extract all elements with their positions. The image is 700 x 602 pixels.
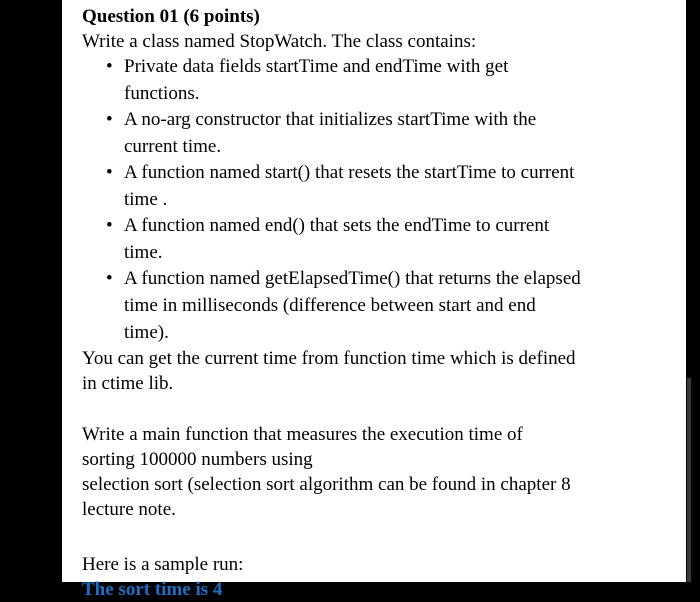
sample-run-label: Here is a sample run: [82,554,244,575]
list-item [82,107,682,159]
list-item-line: A no-arg constructor that initializes startTime with the [124,109,537,130]
list-item-line: time . [124,189,168,210]
bullet-icon: • [106,268,113,289]
list-item [82,213,682,265]
question-intro: Write a class named StopWatch. The class contains: [82,31,477,52]
bullet-icon: • [106,109,113,130]
spacer [82,396,682,422]
bullet-icon: • [106,162,113,183]
spacer [82,522,682,552]
main-task-line: sorting 100000 numbers using [82,449,313,470]
sample-run-output: The sort time is 4 [82,579,223,600]
scrollbar-edge [687,378,691,582]
main-task-line: Write a main function that measures the execution time of [82,424,523,445]
list-item-line: time). [124,322,169,343]
requirements-list [82,54,682,345]
list-item [82,160,682,212]
list-item-line: A function named start() that resets the startTime to current [124,162,575,183]
list-item-line: Private data fields startTime and endTime with get [124,56,509,77]
bullet-icon: • [106,56,113,77]
list-item-line: time in milliseconds (difference between start and end [124,295,536,316]
bullet-icon: • [106,215,113,236]
list-item-line: functions. [124,83,200,104]
note-line: in ctime lib. [82,373,174,394]
list-item-line: A function named end() that sets the endTime to current [124,215,550,236]
question-content [82,4,682,602]
list-item-line: current time. [124,136,222,157]
main-task-line: selection sort (selection sort algorithm can be found in chapter 8 [82,474,571,495]
list-item-line: time. [124,242,163,263]
list-item [82,54,682,106]
list-item-line: A function named getElapsedTime() that returns the elapsed [124,268,581,289]
main-task-line: lecture note. [82,499,176,520]
note-line: You can get the current time from function time which is defined [82,348,576,369]
list-item [82,266,682,345]
question-title: Question 01 (6 points) [82,6,260,27]
